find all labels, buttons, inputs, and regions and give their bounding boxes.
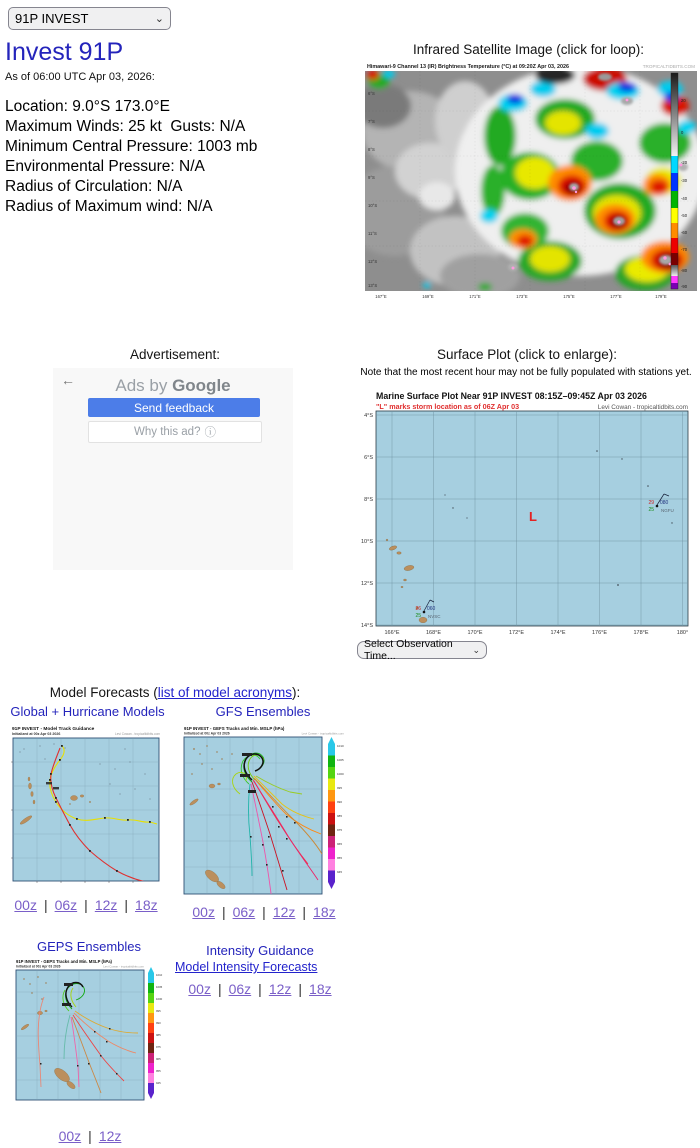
- time-link[interactable]: 12z: [94, 897, 118, 913]
- info-radius-circulation: Radius of Circulation: N/A: [5, 178, 183, 195]
- svg-text:167°E: 167°E: [375, 294, 387, 299]
- info-location: Location: 9.0°S 173.0°E: [5, 98, 170, 115]
- svg-text:-80: -80: [681, 268, 688, 273]
- svg-text:8°S: 8°S: [364, 497, 373, 503]
- svg-text:-60: -60: [681, 230, 688, 235]
- storm-selector-value: 91P INVEST: [15, 11, 89, 26]
- time-link[interactable]: 00z: [188, 981, 211, 997]
- time-link[interactable]: 18z: [309, 981, 332, 997]
- svg-text:166°E: 166°E: [384, 630, 400, 636]
- time-link[interactable]: 00z: [14, 897, 37, 913]
- storm-selector[interactable]: [8, 7, 171, 30]
- surface-plot-image[interactable]: [357, 390, 697, 638]
- info-min-pressure: Minimum Central Pressure: 1003 mb: [5, 138, 258, 155]
- surface-plot-heading: Surface Plot (click to enlarge):: [436, 347, 618, 362]
- time-link[interactable]: 12z: [98, 1128, 122, 1144]
- svg-text:945: 945: [337, 870, 343, 874]
- satellite-cloud-field: [365, 66, 697, 298]
- as-of-timestamp: As of 06:00 UTC Apr 03, 2026:: [5, 71, 155, 83]
- svg-text:-90: -90: [681, 284, 688, 289]
- svg-text:-20: -20: [681, 160, 688, 165]
- time-link[interactable]: 06z: [228, 981, 252, 997]
- satellite-heading: Infrared Satellite Image (click for loop):: [412, 42, 645, 57]
- svg-text:12°S: 12°S: [361, 581, 373, 587]
- svg-text:955: 955: [156, 1069, 161, 1073]
- svg-text:-70: -70: [681, 247, 688, 252]
- chevron-down-icon: ⌄: [472, 644, 480, 655]
- svg-text:1000: 1000: [337, 772, 344, 776]
- time-link[interactable]: 00z: [58, 1128, 82, 1144]
- model-acronyms-link[interactable]: list of model acronyms: [157, 685, 293, 700]
- svg-text:-30: -30: [681, 178, 688, 183]
- svg-text:7°S: 7°S: [368, 119, 375, 124]
- svg-text:179°E: 179°E: [655, 294, 667, 299]
- send-feedback-button[interactable]: Send feedback: [88, 398, 260, 417]
- svg-text:6°S: 6°S: [364, 455, 373, 461]
- surface-plot-y-ticks: [361, 413, 373, 629]
- ads-by-google-label: Ads by Google: [115, 376, 231, 395]
- svg-text:965: 965: [337, 842, 343, 846]
- svg-text:1005: 1005: [156, 985, 163, 989]
- svg-text:-40: -40: [681, 196, 688, 201]
- time-link[interactable]: 06z: [54, 897, 78, 913]
- svg-text:4°S: 4°S: [364, 413, 373, 419]
- model1-credit: Levi Cowan - tropicaltidbits.com: [115, 732, 160, 736]
- svg-text:985: 985: [337, 814, 343, 818]
- time-link[interactable]: 12z: [272, 904, 296, 920]
- svg-text:955: 955: [337, 856, 343, 860]
- global-models-heading: Global + Hurricane Models: [10, 704, 165, 719]
- model3-credit: Levi Cowan - tropicaltidbits.com: [103, 964, 144, 969]
- svg-text:985: 985: [156, 1033, 161, 1037]
- model2-credit: Levi Cowan - tropicaltidbits.com: [301, 731, 344, 736]
- model-forecasts-heading: Model Forecasts (list of model acronyms):: [49, 685, 301, 700]
- observation-time-selector[interactable]: Select Observation Time... ⌄: [357, 641, 487, 659]
- svg-text:990: 990: [337, 800, 343, 804]
- infrared-satellite-image[interactable]: [365, 61, 697, 300]
- svg-text:965: 965: [156, 1057, 161, 1061]
- surface-plot-title: Marine Surface Plot Near 91P INVEST 08:15Z–09:45Z Apr 03 2026: [376, 391, 647, 401]
- model-intensity-forecasts-link[interactable]: Model Intensity Forecasts: [175, 960, 318, 974]
- svg-text:173°E: 173°E: [516, 294, 528, 299]
- svg-text:9°S: 9°S: [368, 175, 375, 180]
- model-track-guidance-image[interactable]: [10, 724, 162, 892]
- svg-text:29: 29: [648, 500, 654, 506]
- svg-text:26: 26: [415, 606, 421, 612]
- svg-text:975: 975: [156, 1045, 161, 1049]
- model1-title: 91P INVEST - Model Track Guidance: [12, 727, 95, 732]
- model2-title: 91P INVEST - GEFS Tracks and Min. MSLP (hPa): [184, 726, 285, 731]
- surface-plot-x-ticks: [384, 630, 688, 636]
- svg-text:25: 25: [415, 613, 421, 619]
- advertisement-heading: Advertisement:: [129, 347, 221, 362]
- time-link[interactable]: 18z: [135, 897, 158, 913]
- chevron-down-icon: ⌄: [154, 13, 164, 25]
- surface-plot-note: Note that the most recent hour may not be fully populated with stations yet.: [360, 367, 692, 378]
- model1-time-links: 00z | 06z | 12z | 18z: [14, 897, 158, 913]
- back-arrow-icon[interactable]: ←: [61, 372, 75, 388]
- svg-text:25: 25: [648, 507, 654, 513]
- svg-text:945: 945: [156, 1081, 161, 1085]
- svg-text:1010: 1010: [337, 744, 344, 748]
- svg-text:171°E: 171°E: [469, 294, 481, 299]
- time-link[interactable]: 00z: [192, 904, 215, 920]
- model2-init: Initialized at 00z Apr 03 2026: [184, 731, 230, 736]
- surface-plot-subtitle: "L" marks storm location as of 06Z Apr 03: [376, 402, 520, 411]
- model3-init: Initialized at 00z Apr 03 2026: [16, 964, 61, 969]
- time-link[interactable]: 06z: [232, 904, 256, 920]
- info-icon: ⓘ: [204, 427, 216, 439]
- svg-text:975: 975: [337, 828, 343, 832]
- geps-ensembles-heading: GEPS Ensembles: [36, 939, 142, 954]
- page-title: Invest 91P: [5, 38, 124, 66]
- svg-text:174°E: 174°E: [550, 630, 566, 636]
- svg-text:175°E: 175°E: [563, 294, 575, 299]
- svg-text:-50: -50: [681, 213, 688, 218]
- surface-plot-credit: Levi Cowan - tropicaltidbits.com: [597, 404, 688, 411]
- ad-container: [53, 368, 293, 570]
- svg-text:0: 0: [681, 130, 684, 135]
- time-link[interactable]: 12z: [268, 981, 292, 997]
- svg-text:20: 20: [681, 98, 686, 103]
- svg-text:060: 060: [427, 606, 436, 612]
- svg-text:1005: 1005: [337, 758, 344, 762]
- model2-time-links: 00z | 06z | 12z | 18z: [192, 904, 336, 920]
- svg-text:12°S: 12°S: [368, 259, 378, 264]
- info-max-winds: Maximum Winds: 25 kt Gusts: N/A: [5, 118, 246, 135]
- time-link[interactable]: 18z: [313, 904, 336, 920]
- svg-text:178°E: 178°E: [633, 630, 649, 636]
- svg-text:180°: 180°: [676, 630, 689, 636]
- svg-text:14°S: 14°S: [361, 623, 373, 629]
- svg-text:170°E: 170°E: [467, 630, 483, 636]
- svg-text:11°S: 11°S: [368, 231, 377, 236]
- svg-text:176°E: 176°E: [591, 630, 608, 636]
- google-logo: Google: [172, 376, 231, 395]
- svg-text:990: 990: [156, 1021, 161, 1025]
- svg-text:169°E: 169°E: [422, 294, 434, 299]
- svg-text:177°E: 177°E: [610, 294, 622, 299]
- model1-init: Initialized at 00z Apr 03 2026: [12, 732, 61, 736]
- svg-text:172°E: 172°E: [508, 630, 525, 636]
- svg-text:1010: 1010: [156, 973, 163, 977]
- info-env-pressure: Environmental Pressure: N/A: [5, 158, 205, 175]
- svg-text:8°S: 8°S: [368, 147, 375, 152]
- intensity-time-links: 00z | 06z | 12z | 18z: [188, 981, 332, 997]
- svg-text:995: 995: [337, 786, 343, 790]
- model3-title: 91P INVEST - GEPS Tracks and Min. MSLP (hPa): [16, 959, 112, 964]
- info-radius-max-wind: Radius of Maximum wind: N/A: [5, 198, 213, 215]
- svg-text:080: 080: [660, 500, 669, 506]
- svg-text:10°S: 10°S: [361, 539, 373, 545]
- storm-info-panel: [5, 38, 355, 217]
- geps-ensembles-image[interactable]: [14, 957, 166, 1113]
- svg-text:NGFU: NGFU: [661, 508, 674, 513]
- svg-text:6°S: 6°S: [368, 91, 375, 96]
- gefs-ensembles-image[interactable]: [182, 724, 346, 908]
- intensity-guidance-heading: Intensity Guidance: [206, 943, 314, 958]
- satellite-image-title: Himawari-9 Channel 13 (IR) Brightness Temperature (°C) at 09:20Z Apr 03, 2026: [367, 64, 569, 70]
- svg-text:1000: 1000: [156, 997, 163, 1001]
- svg-text:10°S: 10°S: [368, 203, 378, 208]
- svg-text:995: 995: [156, 1009, 161, 1013]
- why-this-ad-button[interactable]: Why this ad? ⓘ: [88, 421, 262, 443]
- satellite-image-credit: TROPICALTIDBITS.COM: [642, 64, 695, 69]
- svg-text:NVSC: NVSC: [428, 614, 441, 619]
- gfs-ensembles-heading: GFS Ensembles: [215, 704, 311, 719]
- svg-text:168°E: 168°E: [425, 630, 442, 636]
- svg-text:13°S: 13°S: [368, 283, 378, 288]
- model3-time-links: 00z | 12z: [58, 1128, 122, 1144]
- storm-location-marker: L: [529, 509, 537, 524]
